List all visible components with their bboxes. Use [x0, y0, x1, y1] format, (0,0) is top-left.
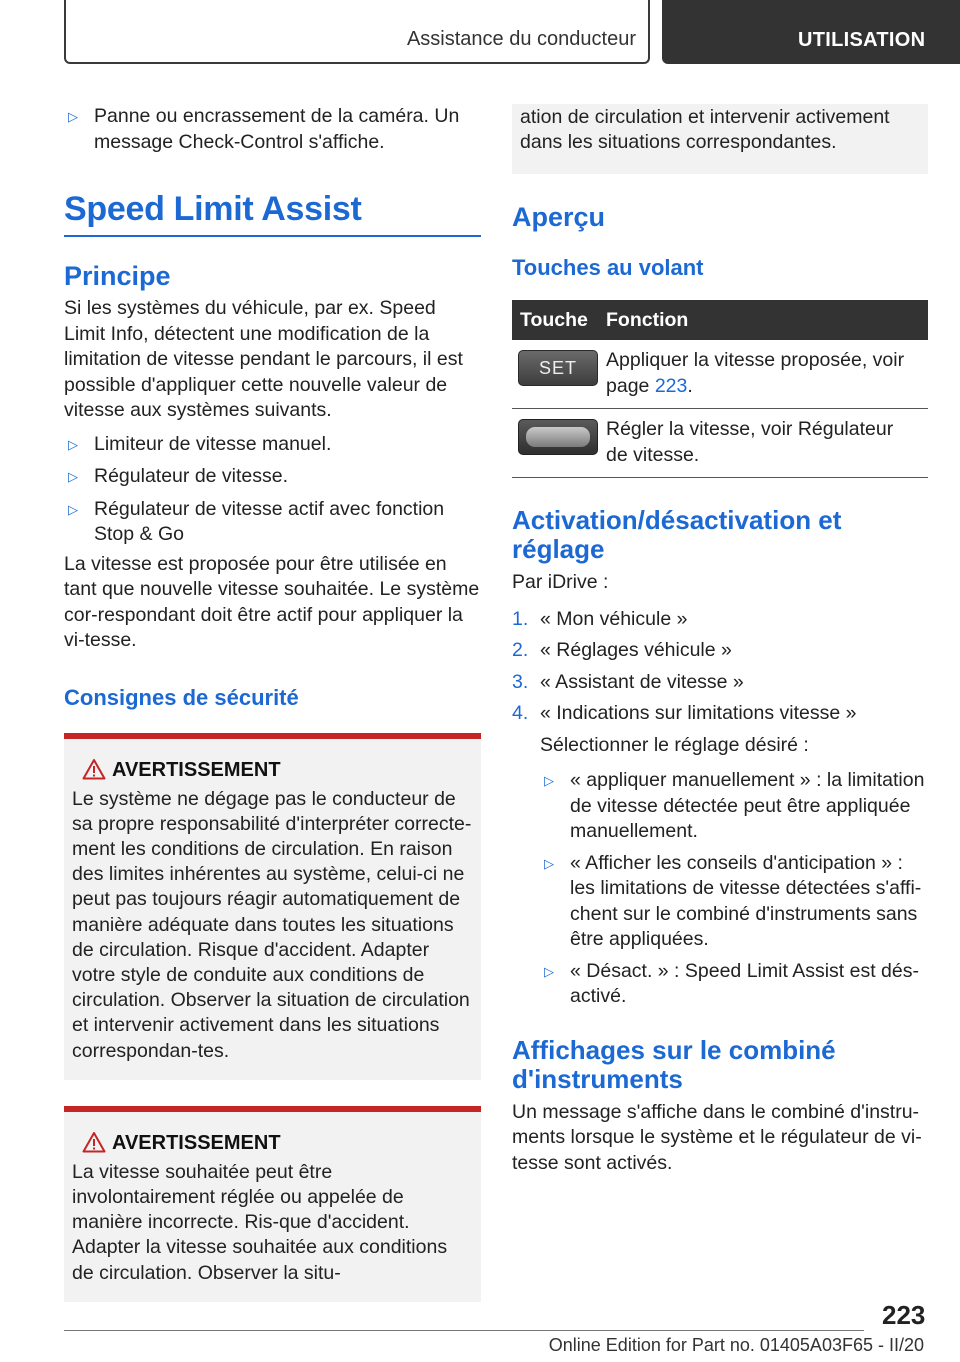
footer-edition: Online Edition for Part no. 01405A03F65 - II/20: [548, 1335, 924, 1355]
title-rule: [64, 235, 481, 237]
bullet-triangle-icon: ▷: [68, 109, 78, 124]
select-instruction: Sélectionner le réglage désiré :: [540, 733, 809, 756]
bullet-triangle-icon: ▷: [544, 963, 554, 979]
buttons-table: [512, 300, 928, 478]
page-number: 223: [882, 1300, 926, 1330]
function-text: Régler la vitesse, voir Régulateur de vitesse.: [604, 409, 928, 478]
bullet-triangle-icon: ▷: [68, 436, 78, 452]
table-row: [512, 340, 928, 409]
section-title: Speed Limit Assist: [64, 190, 362, 228]
principe-intro: Si les systèmes du véhicule, par ex. Speed Limit Info, détectent une modification de la limitation de vitesse pendant le parcours, il est possible d'appliquer cette nouvelle valeur de vitesse aux systèmes suivants.: [64, 297, 463, 421]
warning-text: La vitesse souhaitée peut être involontairement réglée ou appelée de manière incorrecte. Ris-que d'accident. Adapter la vitesse souhaitée aux conditions de circulation. Observer la situ-: [72, 1160, 448, 1284]
table-row: [512, 409, 928, 478]
header-section-title: Assistance du conducteur: [406, 28, 636, 50]
heading-touches: Touches au volant: [512, 255, 704, 280]
table-header-row: [512, 300, 928, 340]
options-list: [512, 768, 928, 1010]
function-text: Appliquer la vitesse proposée, voir page 223.: [604, 340, 928, 409]
list-item: ▷ Limiteur de vitesse manuel.: [64, 432, 481, 458]
list-item: 2. « Réglages véhicule »: [512, 639, 732, 661]
list-item: ▷ « Afficher les conseils d'anticipation » : les limitations de vitesse détectées s'affi-chent sur le combiné d'instruments sans être appliquées.: [544, 851, 922, 950]
warning-triangle-icon: [82, 1131, 106, 1153]
footer-rule: [64, 1330, 864, 1331]
right-column: [512, 104, 928, 1176]
warning-title: AVERTISSEMENT: [72, 757, 473, 783]
heading-consignes: Consignes de sécurité: [64, 684, 299, 710]
warning-box: [64, 733, 481, 1080]
list-item: ▷ Panne ou encrassement de la caméra. Un message Check-Control s'affiche.: [68, 105, 460, 153]
warning-text: Le système ne dégage pas le conducteur de sa propre responsabilité d'interpréter correcte-ment les conditions de circulation. En raison des limites inhérentes au système, celui-ci ne peut pas toujours réagir automatiquement de manière adéquate dans toutes les situations de circulation. Risque d'accident. Adapter votre style de conduite aux conditions de circulation. Observer la situation de circulation et intervenir activement dans les situations correspondan-tes.: [72, 787, 472, 1062]
rocker-switch-icon: [518, 419, 598, 455]
column-header-fonction: Fonction: [604, 300, 928, 340]
heading-apercu: Aperçu: [512, 202, 606, 232]
warning-triangle-icon: [82, 758, 106, 780]
warning-box: [64, 1106, 481, 1302]
set-button-icon: SET: [518, 350, 598, 386]
column-header-touche: Touche: [512, 300, 604, 340]
heading-activation: Activation/désactivation et réglage: [512, 505, 842, 564]
bullet-triangle-icon: ▷: [544, 773, 554, 788]
bullet-triangle-icon: ▷: [544, 855, 554, 871]
list-item: ▷ Régulateur de vitesse.: [64, 464, 481, 490]
list-item: ▷ « Désact. » : Speed Limit Assist est dés-activé.: [544, 959, 919, 1007]
list-item: ▷ Régulateur de vitesse actif avec fonction Stop & Go: [68, 497, 445, 545]
header-chapter-title: UTILISATION: [798, 29, 926, 51]
header-section-tab: [64, 0, 650, 64]
affichages-text: Un message s'affiche dans le combiné d'instru-ments lorsque le système et le régulateur de vi-tesse sont activés.: [512, 1100, 922, 1174]
principe-outro: La vitesse est proposée pour être utilisée en tant que nouvelle vitesse souhaitée. Le système cor-respondant doit être actif pour appliquer la vi-tesse.: [64, 552, 480, 651]
bullet-triangle-icon: ▷: [68, 469, 78, 484]
left-column: [64, 104, 481, 1302]
list-item: 4. « Indications sur limitations vitesse »: [512, 702, 857, 724]
section-title-block: [64, 189, 481, 237]
page-link[interactable]: 223: [654, 374, 688, 397]
activation-intro: Par iDrive :: [512, 571, 609, 593]
warning-continuation: ation de circulation et intervenir activement dans les situations correspondantes.: [512, 104, 928, 174]
warning-title: AVERTISSEMENT: [72, 1130, 473, 1156]
list-item: 1. « Mon véhicule »: [512, 607, 688, 630]
header-chapter-tab: [662, 0, 960, 64]
heading-affichages: Affichages sur le combiné d'instruments: [512, 1034, 836, 1094]
list-item: 3. « Assistant de vitesse »: [512, 670, 744, 693]
bullet-triangle-icon: ▷: [68, 501, 78, 517]
heading-principe: Principe: [64, 261, 171, 291]
list-item: ▷ « appliquer manuellement » : la limitation de vitesse détectée peut être appliquée manuellement.: [544, 769, 925, 842]
